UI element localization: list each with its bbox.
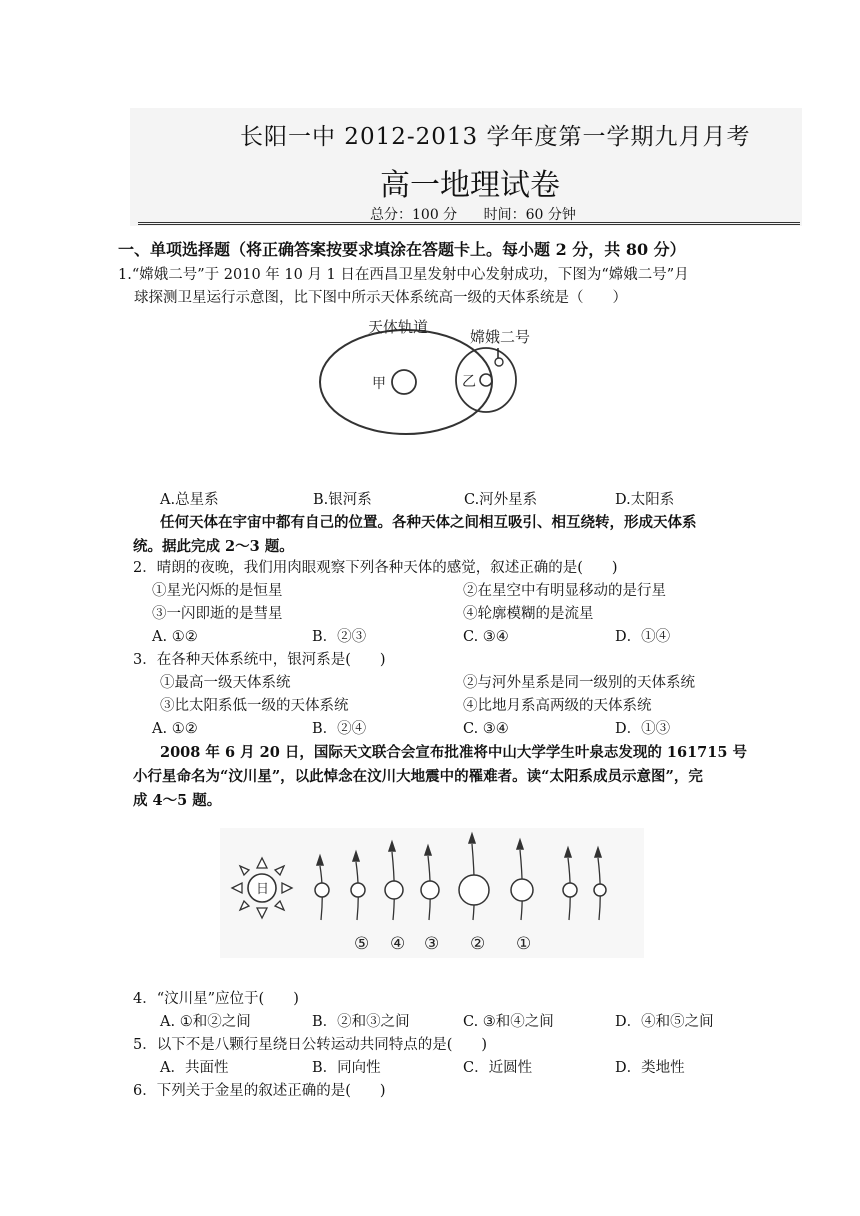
q4-option-b[interactable]: B．②和③之间	[312, 1014, 410, 1030]
sun-icon	[232, 858, 292, 918]
q3-statement-1: ①最高一级天体系统	[160, 675, 291, 691]
total-score: 总分：100 分	[370, 207, 458, 223]
header-divider	[138, 222, 800, 225]
section-heading: 一、单项选择题（将正确答案按要求填涂在答题卡上。每小题 2 分，共 80 分）	[118, 240, 686, 259]
q2-option-a[interactable]: A. ①②	[152, 629, 198, 645]
q3-option-a[interactable]: A. ①②	[152, 721, 198, 737]
planet-6	[511, 879, 533, 901]
q3-stem: 3．在各种天体系统中，银河系是( )	[133, 652, 386, 668]
q2-option-b[interactable]: B．②③	[312, 629, 367, 645]
body-a-label: 甲	[372, 376, 386, 392]
q2-option-c[interactable]: C. ③④	[463, 629, 509, 645]
q1-line2: 球探测卫星运行示意图，比下图中所示天体系统高一级的天体系统是（ ）	[134, 290, 627, 306]
planet-8	[594, 884, 606, 896]
q2-statement-3: ③一闪即逝的是彗星	[152, 606, 283, 622]
score-line	[370, 204, 598, 224]
q2-statement-4: ④轮廓模糊的是流星	[463, 606, 594, 622]
satellite-label: 嫦娥二号	[470, 328, 531, 346]
q1-option-d[interactable]: D.太阳系	[615, 492, 675, 508]
school-title: 长阳一中 2012-2013 学年度第一学期九月月考	[240, 124, 751, 150]
intro2-line3: 成 4～5 题。	[133, 792, 222, 809]
paper-title: 高一地理试卷	[380, 168, 560, 203]
q3-option-b[interactable]: B．②④	[312, 721, 367, 737]
planet-7	[563, 883, 577, 897]
planet-4	[421, 881, 439, 899]
sun-label: 日	[256, 882, 270, 897]
q6-stem: 6．下列关于金星的叙述正确的是( )	[133, 1083, 386, 1099]
planet-number-label: ①	[516, 934, 532, 954]
q3-statement-2: ②与河外星系是同一级别的天体系统	[463, 675, 695, 691]
q2-statement-1: ①星光闪烁的是恒星	[152, 583, 283, 599]
q1-option-a[interactable]: A.总星系	[160, 492, 219, 508]
intro1-line1: 任何天体在宇宙中都有自己的位置。各种天体之间相互吸引、相互绕转，形成天体系	[160, 514, 697, 531]
intro1-line2: 统。据此完成 2～3 题。	[133, 538, 294, 555]
q5-option-b[interactable]: B．同向性	[312, 1060, 381, 1076]
q2-statement-2: ②在星空中有明显移动的是行星	[463, 583, 666, 599]
q2-stem: 2．晴朗的夜晚，我们用肉眼观察下列各种天体的感觉，叙述正确的是( )	[133, 560, 618, 576]
q1-line1: 1.“嫦娥二号”于 2010 年 10 月 1 日在西昌卫星发射中心发射成功，下图为“嫦娥二号”月	[118, 267, 689, 283]
intro2-line2: 小行星命名为“汶川星”，以此悼念在汶川大地震中的罹难者。读“太阳系成员示意图”，完	[133, 768, 703, 785]
q5-option-c[interactable]: C．近圆性	[463, 1060, 533, 1076]
body-b-label: 乙	[462, 374, 476, 390]
q5-option-a[interactable]: A．共面性	[160, 1060, 229, 1076]
orbit-diagram	[300, 310, 570, 440]
planet-number-label: ⑤	[354, 934, 370, 954]
q4-stem: 4．“汶川星”应位于( )	[133, 991, 299, 1007]
q1-option-c[interactable]: C.河外星系	[464, 492, 538, 508]
q3-option-c[interactable]: C. ③④	[463, 721, 509, 737]
orbit-label: 天体轨道	[368, 318, 429, 336]
q3-statement-4: ④比地月系高两级的天体系统	[463, 698, 652, 714]
q2-option-d[interactable]: D．①④	[615, 629, 671, 645]
body-a-circle	[392, 370, 416, 394]
q3-statement-3: ③比太阳系低一级的天体系统	[160, 698, 349, 714]
planet-1	[315, 883, 329, 897]
solar-system-diagram	[220, 828, 644, 958]
planet-5	[459, 875, 489, 905]
q5-stem: 5．以下不是八颗行星绕日公转运动共同特点的是( )	[133, 1037, 488, 1053]
planet-2	[351, 883, 365, 897]
satellite-dot	[495, 358, 503, 366]
planet-number-label: ②	[470, 934, 486, 954]
q5-option-d[interactable]: D．类地性	[615, 1060, 685, 1076]
q1-option-b[interactable]: B.银河系	[313, 492, 372, 508]
q4-option-a[interactable]: A. ①和②之间	[160, 1014, 251, 1030]
q3-option-d[interactable]: D．①③	[615, 721, 671, 737]
exam-time: 时间：60 分钟	[483, 207, 576, 223]
planet-3	[385, 881, 403, 899]
body-b-circle	[480, 374, 492, 386]
q4-option-c[interactable]: C. ③和④之间	[463, 1014, 554, 1030]
intro2-line1: 2008 年 6 月 20 日，国际天文联合会宣布批准将中山大学学生叶泉志发现的 161715 号	[160, 744, 747, 761]
q4-option-d[interactable]: D．④和⑤之间	[615, 1014, 714, 1030]
planet-number-label: ④	[390, 934, 406, 954]
planet-number-label: ③	[424, 934, 440, 954]
